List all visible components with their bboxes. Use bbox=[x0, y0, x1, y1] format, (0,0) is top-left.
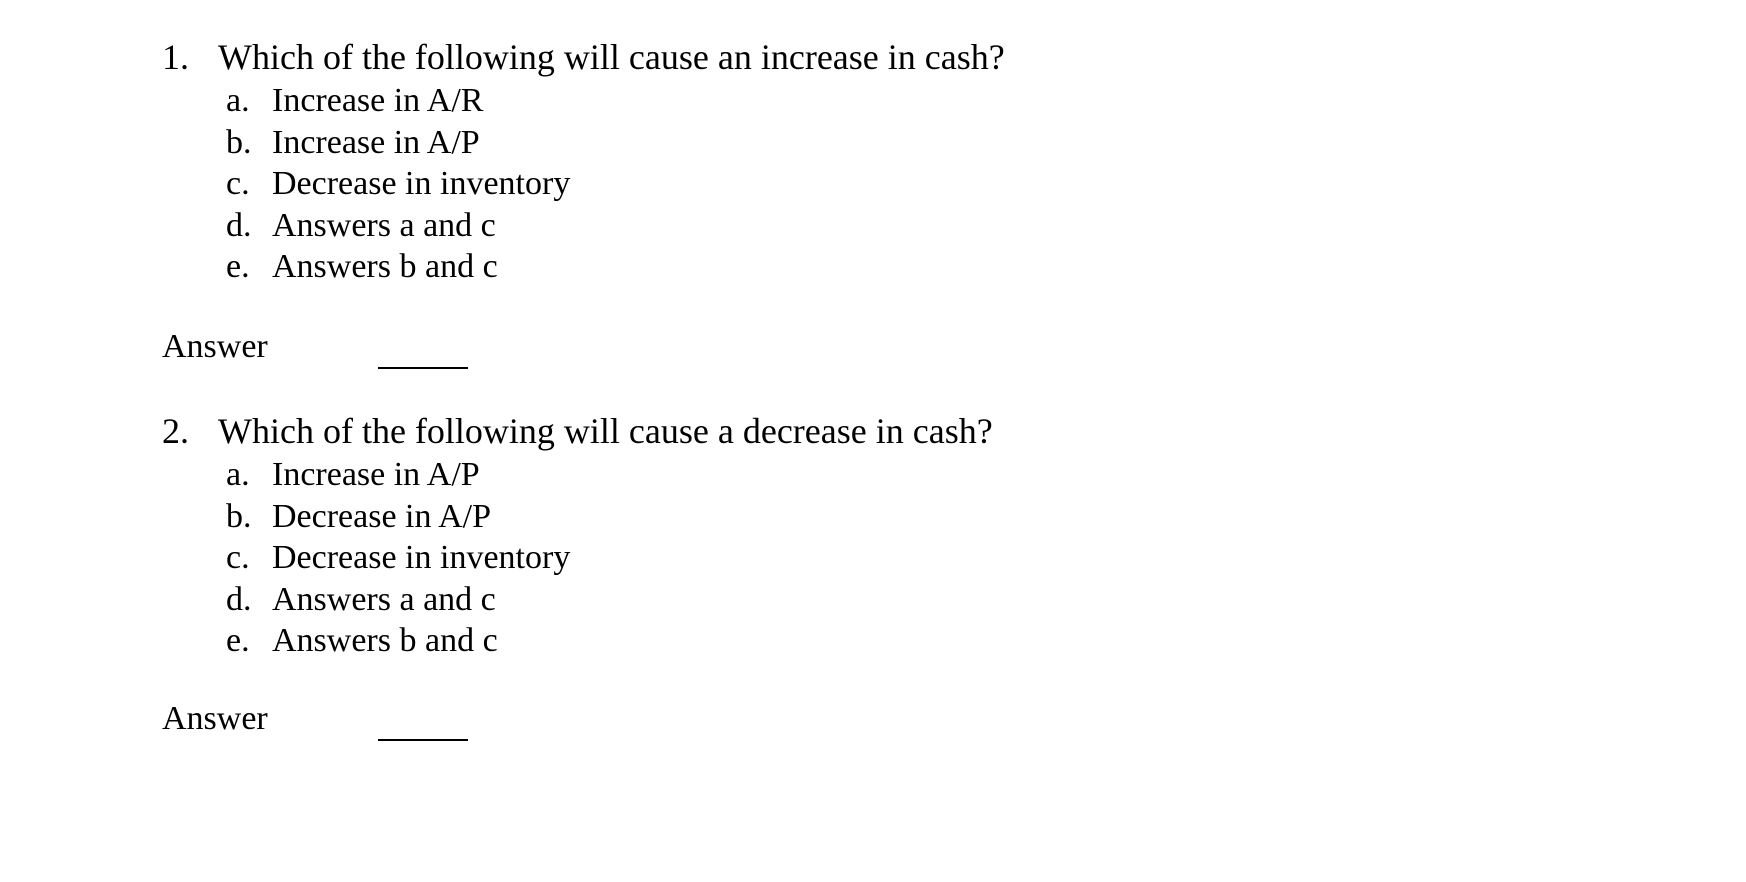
option-letter: c. bbox=[226, 165, 250, 202]
option-text: Increase in A/R bbox=[272, 82, 484, 119]
question-text: Which of the following will cause a decrease in cash? bbox=[218, 411, 993, 451]
answer-blank-line[interactable] bbox=[378, 367, 468, 369]
question-2-prompt bbox=[162, 408, 1362, 454]
option-e bbox=[162, 246, 1362, 288]
option-letter: e. bbox=[226, 248, 250, 285]
option-text: Answers a and c bbox=[272, 206, 496, 244]
option-c bbox=[162, 163, 1362, 205]
option-letter: e. bbox=[226, 622, 250, 659]
option-letter: b. bbox=[226, 123, 252, 161]
option-letter: b. bbox=[226, 497, 252, 535]
option-text: Decrease in inventory bbox=[272, 539, 571, 576]
option-d bbox=[162, 205, 1362, 247]
option-text: Decrease in A/P bbox=[272, 497, 492, 535]
option-letter: c. bbox=[226, 539, 250, 576]
option-d bbox=[162, 579, 1362, 621]
question-1 bbox=[162, 34, 1362, 288]
option-text: Answers b and c bbox=[272, 248, 498, 285]
question-1-options bbox=[162, 80, 1362, 288]
option-text: Decrease in inventory bbox=[272, 165, 571, 202]
answer-blank-line[interactable] bbox=[378, 739, 468, 741]
option-text: Increase in A/P bbox=[272, 456, 480, 493]
question-1-prompt bbox=[162, 34, 1362, 80]
option-b bbox=[162, 496, 1362, 538]
answer-label: Answer bbox=[162, 700, 268, 737]
question-2-answer-row bbox=[162, 697, 562, 741]
option-e bbox=[162, 620, 1362, 662]
option-b bbox=[162, 122, 1362, 164]
option-letter: d. bbox=[226, 580, 252, 618]
option-a bbox=[162, 454, 1362, 496]
option-letter: a. bbox=[226, 456, 250, 493]
option-text: Answers a and c bbox=[272, 580, 496, 618]
option-c bbox=[162, 537, 1362, 579]
question-2 bbox=[162, 408, 1362, 662]
option-a bbox=[162, 80, 1362, 122]
option-text: Answers b and c bbox=[272, 622, 498, 659]
option-text: Increase in A/P bbox=[272, 123, 480, 161]
question-number: 1. bbox=[162, 37, 189, 77]
option-letter: d. bbox=[226, 206, 252, 244]
question-text: Which of the following will cause an increase in cash? bbox=[218, 37, 1005, 77]
question-number: 2. bbox=[162, 411, 189, 451]
option-letter: a. bbox=[226, 82, 250, 119]
question-2-options bbox=[162, 454, 1362, 662]
question-1-answer-row bbox=[162, 325, 562, 369]
answer-label: Answer bbox=[162, 328, 268, 365]
